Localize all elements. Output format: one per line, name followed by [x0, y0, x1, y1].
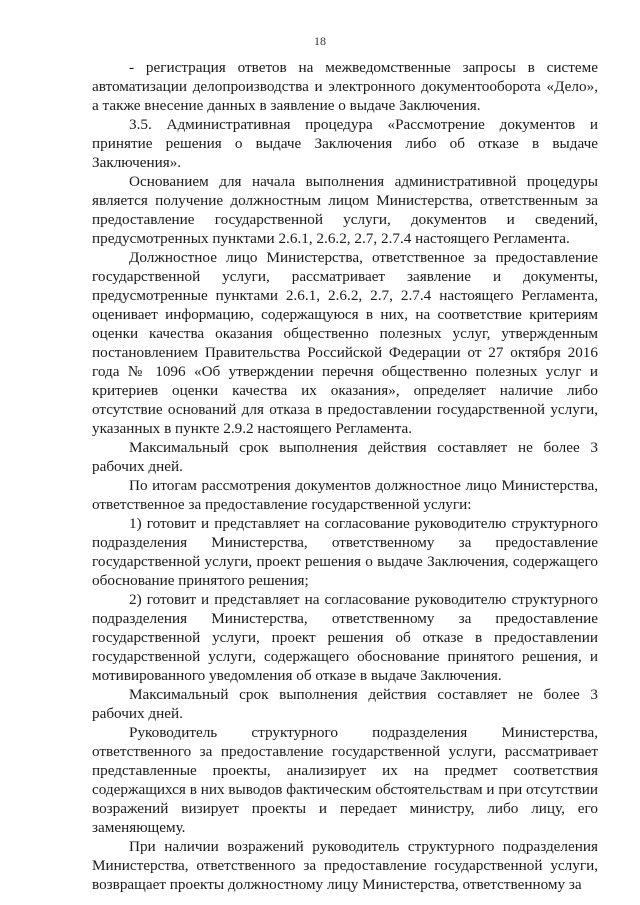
paragraph-basis: Основанием для начала выполнения административной процедуры является получение должностным лицом Министерства, ответственным за предоставление государственной услуги, документов и сведений, предусмотренных пунктами 2.6.1, 2.6.2, 2.7, 2.7.4 настоящего Регламента. — [92, 173, 598, 247]
paragraph-registration: - регистрация ответов на межведомственные запросы в системе автоматизации делопроизводства и электронного документооборота «Дело», а также внесение данных в заявление о выдаче Заключения. — [92, 59, 598, 114]
paragraph-max-term-1: Максимальный срок выполнения действия составляет не более 3 рабочих дней. — [92, 439, 598, 475]
paragraph-item-1: 1) готовит и представляет на согласование руководителю структурного подразделения Министерства, ответственному за предоставление государственной услуги, проект решения о выдаче Заключения, содержащего обоснование принятого решения; — [92, 515, 598, 589]
paragraph-head-review: Руководитель структурного подразделения Министерства, ответственного за предоставление государственной услуги, рассматривает представленные проекты, анализирует их на предмет соответствия содержащихся в них выводов фактическим обстоятельствам и при отсутствии возражений визирует проекты и передает министру, либо лицу, его заменяющему. — [92, 724, 598, 836]
page-number: 18 — [314, 34, 326, 48]
paragraph-objections: При наличии возражений руководитель структурного подразделения Министерства, ответственного за предоставление государственной услуги, возвращает проекты должностному лицу Министерства, ответственному за — [92, 838, 598, 893]
paragraph-section-3-5: 3.5. Административная процедура «Рассмотрение документов и принятие решения о выдаче Заключения либо об отказе в выдаче Заключения». — [92, 116, 598, 171]
paragraph-max-term-2: Максимальный срок выполнения действия составляет не более 3 рабочих дней. — [92, 686, 598, 722]
paragraph-item-2: 2) готовит и представляет на согласование руководителю структурного подразделения Министерства, ответственному за предоставление государственной услуги, проект решения об отказе в предоставлении государственной услуги, содержащего обоснование принятого решения, и мотивированного уведомления об отказе в выдаче Заключения. — [92, 591, 598, 684]
paragraph-review-results: По итогам рассмотрения документов должностное лицо Министерства, ответственное за предоставление государственной услуги: — [92, 477, 598, 513]
paragraph-official-review: Должностное лицо Министерства, ответственное за предоставление государственной услуги, рассматривает заявление и документы, предусмотренные пунктами 2.6.1, 2.6.2, 2.7, 2.7.4 настоящего Регламента, оценивает информацию, содержащуюся в них, на соответствие критериям оценки качества оказания общественно полезных услуг, утвержденным постановлением Правительства Российской Федерации от 27 октября 2016 года № 1096 «Об утверждении перечня общественно полезных услуг и критериев оценки качества их оказания», определяет наличие либо отсутствие оснований для отказа в предоставлении государственной услуги, указанных в пункте 2.9.2 настоящего Регламента. — [92, 249, 598, 437]
document-body — [92, 58, 598, 894]
